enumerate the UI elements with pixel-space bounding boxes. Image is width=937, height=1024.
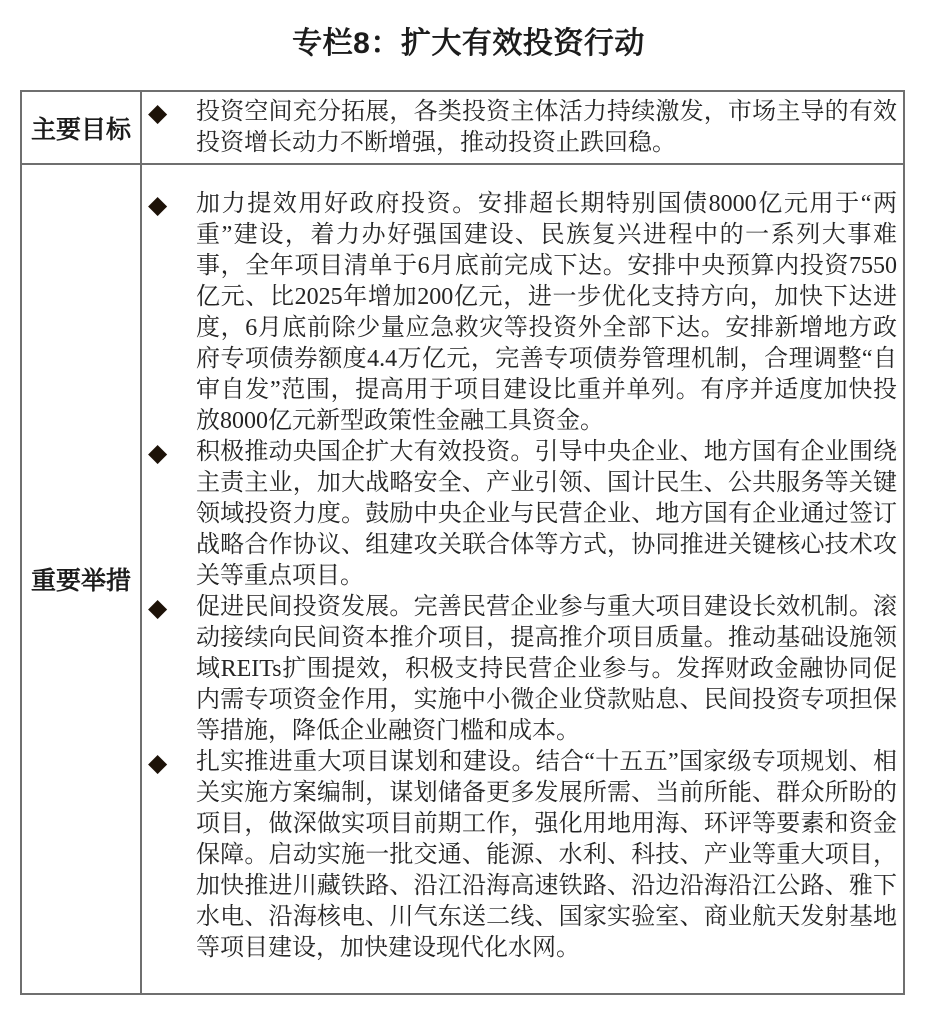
bullet-text: 加力提效用好政府投资。安排超长期特别国债8000亿元用于“两重”建设，着力办好强国建设、民族复兴进程中的一系列大事难事，全年项目清单于6月底前完成下达。安排中央预算内投资7550亿元、比2025年增加200亿元，进一步优化支持方向，加快下达进度，6月底前除少量应急救灾等投资外全部下达。安排新增地方政府专项债券额度4.4万亿元，完善专项债券管理机制，合理调整“自审自发”范围，提高用于项目建设比重并单列。有序并适度加快投放8000亿元新型政策性金融工具资金。 (196, 191, 897, 434)
bullet-text: 积极推动央国企扩大有效投资。引导中央企业、地方国有企业围绕主责主业，加大战略安全、产业引领、国计民生、公共服务等关键领域投资力度。鼓励中央企业与民营企业、地方国有企业通过签订战略合作协议、组建攻关联合体等方式，协同推进关键核心技术攻关等重点项目。 (196, 439, 897, 589)
table-row-key-measures (22, 163, 903, 993)
list-item (142, 437, 903, 592)
diamond-bullet-icon: ◆ (148, 98, 168, 127)
diamond-bullet-icon: ◆ (148, 438, 168, 467)
row-content-key-measures (142, 165, 903, 993)
list-item (142, 189, 903, 437)
row-label-main-goals: 主要目标 (22, 92, 142, 163)
list-item (142, 592, 903, 747)
diamond-bullet-icon: ◆ (148, 593, 168, 622)
box-title: 专栏8：扩大有效投资行动 (292, 27, 645, 60)
box-table (20, 90, 905, 995)
row-label-key-measures: 重要举措 (22, 165, 142, 993)
table-row-main-goals (22, 92, 903, 163)
list-item (142, 97, 903, 159)
diamond-bullet-icon: ◆ (148, 748, 168, 777)
bullet-text: 促进民间投资发展。完善民营企业参与重大项目建设长效机制。滚动接续向民间资本推介项目，提高推介项目质量。推动基础设施领域REITs扩围提效，积极支持民营企业参与。发挥财政金融协同促内需专项资金作用，实施中小微企业贷款贴息、民间投资专项担保等措施，降低企业融资门槛和成本。 (196, 594, 897, 744)
bullet-text: 投资空间充分拓展，各类投资主体活力持续激发，市场主导的有效投资增长动力不断增强，推动投资止跌回稳。 (196, 99, 897, 156)
list-item (142, 747, 903, 964)
diamond-bullet-icon: ◆ (148, 190, 168, 219)
row-content-main-goals (142, 92, 903, 163)
bullet-text: 扎实推进重大项目谋划和建设。结合“十五五”国家级专项规划、相关实施方案编制，谋划储备更多发展所需、当前所能、群众所盼的项目，做深做实项目前期工作，强化用地用海、环评等要素和资金保障。启动实施一批交通、能源、水利、科技、产业等重大项目，加快推进川藏铁路、沿江沿海高速铁路、沿边沿海沿江公路、雅下水电、沿海核电、川气东送二线、国家实验室、商业航天发射基地等项目建设，加快建设现代化水网。 (196, 749, 897, 961)
